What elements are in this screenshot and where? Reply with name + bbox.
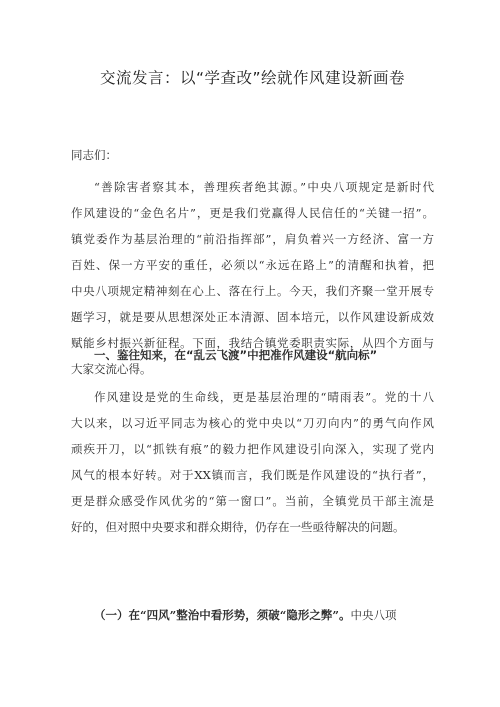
- paragraph-line: 顽疾开刀，以“抓铁有痕”的毅力把作风建设引向深入，实现了党内: [71, 442, 434, 456]
- paragraph-line: 题学习，就是要从思想深处正本清源、固本培元，以作风建设新成效: [71, 310, 434, 324]
- subsection-heading: （一）在“四风”整治中看形势，须破“隐形之弊”。: [94, 608, 351, 622]
- paragraph-line: 风气的根本好转。对于XX镇而言，我们既是作风建设的“执行者”，: [71, 468, 434, 482]
- paragraph-line: 赋能乡村振兴新征程。下面，我结合镇党委职责实际，从四个方面与: [71, 336, 434, 350]
- paragraph-line: 百姓、保一方平安的重任，必须以“永远在路上”的清醒和执着，把: [71, 258, 434, 272]
- subsection-line: [71, 602, 434, 628]
- document-title: 交流发言：以“学查改”绘就作风建设新画卷: [99, 69, 406, 87]
- paragraph-line: 镇党委作为基层治理的“前沿指挥部”，肩负着兴一方经济、富一方: [71, 232, 434, 246]
- section1-paragraph: [71, 384, 434, 540]
- paragraph-line: 作风建设的“金色名片”，更是我们党赢得人民信任的“关键一招”。: [71, 206, 434, 220]
- paragraph-line: 大家交流心得。: [71, 362, 152, 376]
- paragraph-line: 更是群众感受作风优劣的“第一窗口”。当前，全镇党员干部主流是: [71, 494, 434, 508]
- subsection-text: 中央八项: [350, 608, 397, 622]
- greeting: 同志们：: [71, 148, 117, 162]
- paragraph-line: “善除害者察其本，善理疾者绝其源。”中央八项规定是新时代: [94, 180, 434, 194]
- paragraph-line: 好的，但对照中央要求和群众期待，仍存在一些亟待解决的问题。: [71, 520, 405, 534]
- paragraph-line: 大以来，以习近平同志为核心的党中央以“刀刃向内”的勇气向作风: [71, 416, 434, 430]
- paragraph-line: 作风建设是党的生命线，更是基层治理的“晴雨表”。党的十八: [94, 390, 434, 404]
- section-heading: 一、鉴往知来，在“乱云飞渡”中把准作风建设“航向标”: [94, 348, 378, 362]
- paragraph-line: 中央八项规定精神刻在心上、落在行上。今天，我们齐聚一堂开展专: [71, 284, 434, 298]
